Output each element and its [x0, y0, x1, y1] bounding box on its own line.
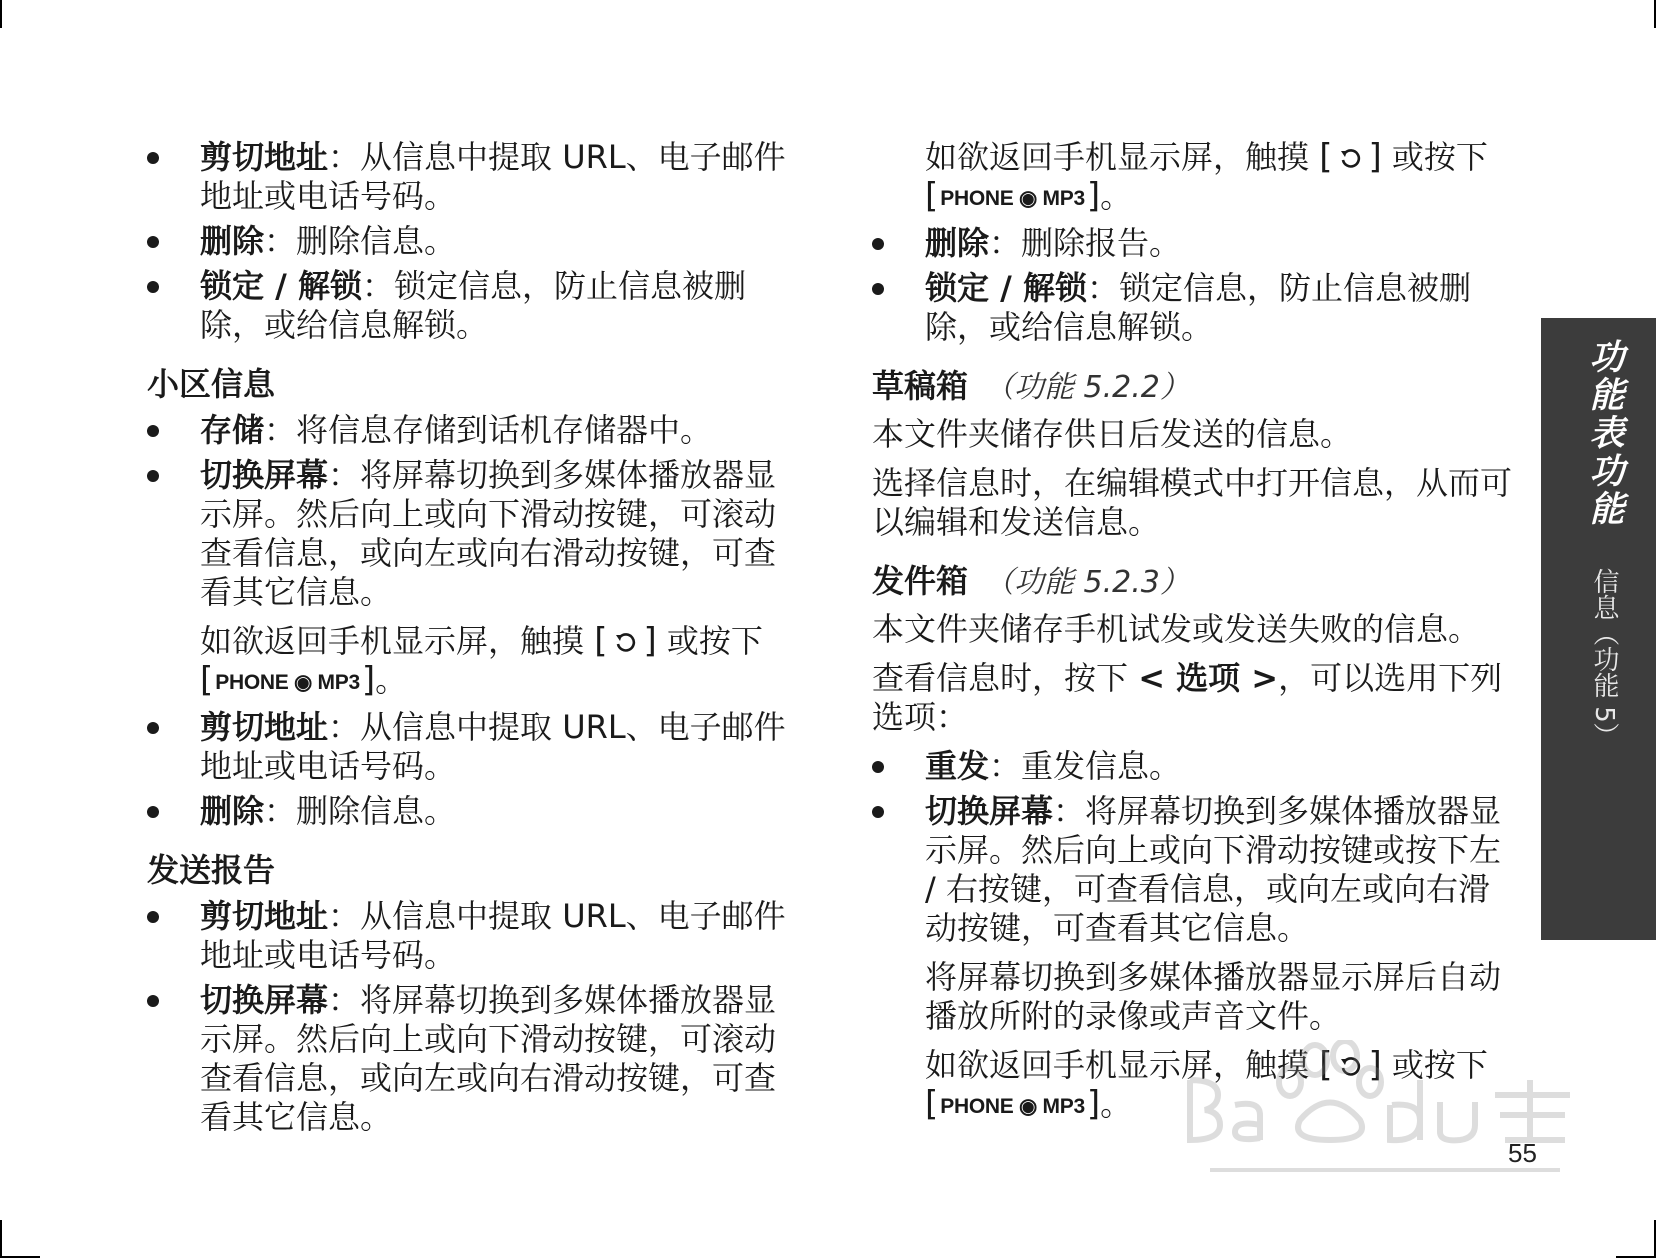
heading-text: 草稿箱 — [872, 367, 969, 405]
list-item — [147, 138, 787, 216]
instruction-text: 。 — [1100, 1085, 1133, 1123]
term-delete: 删除 — [200, 222, 265, 260]
item-text: ：锁定信息，防止信息被删除，或给信息解锁。 — [925, 269, 1471, 346]
section-heading-outbox — [872, 560, 1512, 604]
term-delete: 删除 — [200, 792, 265, 830]
item-text: ：从信息中提取 URL、电子邮件地址或电话号码。 — [200, 138, 786, 215]
item-text: ：将屏幕切换到多媒体播放器显示屏。然后向上或向下滑动按键，可滚动查看信息，或向左或向右滑动按键，可查看其它信息。 — [200, 456, 777, 611]
right-column — [872, 138, 1512, 1132]
list-item — [147, 267, 787, 345]
side-tab-text — [1579, 338, 1629, 749]
phone-mp3-key: PHONE ◉ MP3 — [215, 671, 360, 694]
instruction-text: 或按下 — [1391, 1046, 1488, 1084]
paragraph-text: 查看信息时，按下 — [872, 659, 1139, 697]
list-item — [147, 411, 787, 450]
crop-mark-bottom-left-v — [0, 1220, 2, 1258]
paragraph: 本文件夹储存手机试发或发送失败的信息。 — [872, 610, 1481, 648]
bullet-dot — [147, 722, 159, 734]
instruction-text: 或按下 — [1391, 138, 1488, 176]
list-item — [872, 224, 1512, 263]
item-text: ：将屏幕切换到多媒体播放器显示屏。然后向上或向下滑动按键或按下左 / 右按键，可查看信息，或向左或向右滑动按键，可查看其它信息。 — [925, 792, 1502, 947]
list-item — [147, 792, 787, 831]
term-lock-unlock: 锁定 / 解锁 — [200, 267, 362, 305]
term-cut-address: 剪切地址 — [200, 138, 329, 176]
bracket-open: [ — [1319, 1045, 1333, 1085]
item-text: ：删除报告。 — [989, 224, 1182, 262]
item-text: ：将屏幕切换到多媒体播放器显示屏。然后向上或向下滑动按键，可滚动查看信息，或向左或向右滑动按键，可查看其它信息。 — [200, 981, 777, 1136]
bracket-close: ] — [643, 621, 657, 661]
bullet-dot — [872, 238, 884, 250]
list-item — [872, 747, 1512, 786]
side-tab-title: 功能表功能 — [1584, 338, 1624, 528]
side-tab-subtitle: 信息（功能 5） — [1589, 568, 1619, 749]
bullet-dot — [872, 283, 884, 295]
bullet-dot — [147, 911, 159, 923]
back-arrow-icon — [1338, 147, 1362, 171]
bullet-dot — [872, 806, 884, 818]
bracket-open: [ — [200, 660, 214, 700]
term-cut-address: 剪切地址 — [200, 897, 329, 935]
item-text: ：删除信息。 — [264, 792, 457, 830]
side-chapter-tab — [1541, 318, 1656, 940]
section-heading-drafts — [872, 365, 1512, 409]
function-number: （功能 5.2.3） — [984, 565, 1190, 600]
left-column — [147, 138, 787, 1143]
paragraph — [872, 659, 1512, 737]
instruction-text: 。 — [375, 661, 408, 699]
instruction-text: 如欲返回手机显示屏，触摸 — [200, 622, 585, 660]
list-item — [147, 456, 787, 612]
list-item — [872, 792, 1512, 948]
phone-mp3-key: PHONE ◉ MP3 — [940, 1095, 1085, 1118]
bracket-open: [ — [925, 1084, 939, 1124]
bracket-close: ] — [1086, 176, 1101, 216]
term-lock-unlock: 锁定 / 解锁 — [925, 269, 1087, 307]
paragraph-text: ，可以选用下列选项： — [872, 659, 1503, 736]
list-item — [147, 897, 787, 975]
bullet-dot — [147, 425, 159, 437]
page-number: 55 — [1508, 1138, 1537, 1168]
bracket-close: ] — [1086, 1084, 1101, 1124]
bullet-dot — [872, 761, 884, 773]
bullet-dot — [147, 806, 159, 818]
bullet-dot — [147, 470, 159, 482]
term-store: 存储 — [200, 411, 265, 449]
list-item — [147, 708, 787, 786]
function-number: （功能 5.2.2） — [984, 370, 1190, 405]
item-text: ：锁定信息，防止信息被删除，或给信息解锁。 — [200, 267, 746, 344]
item-text: ：重发信息。 — [989, 747, 1182, 785]
bracket-open: [ — [1319, 137, 1333, 177]
item-text: ：删除信息。 — [264, 222, 457, 260]
instruction-text: 如欲返回手机显示屏，触摸 — [925, 1046, 1310, 1084]
bracket-close: ] — [1368, 137, 1382, 177]
return-instruction — [872, 138, 1512, 218]
bracket-close: ] — [1368, 1045, 1382, 1085]
section-heading-cell-info: 小区信息 — [147, 365, 276, 403]
bullet-dot — [147, 152, 159, 164]
crop-mark-top-left — [0, 0, 2, 28]
paragraph: 本文件夹储存供日后发送的信息。 — [872, 415, 1353, 453]
instruction-text: 。 — [1100, 177, 1133, 215]
item-text: ：从信息中提取 URL、电子邮件地址或电话号码。 — [200, 708, 786, 785]
instruction-text: 如欲返回手机显示屏，触摸 — [925, 138, 1310, 176]
list-item — [147, 222, 787, 261]
list-item — [872, 269, 1512, 347]
paragraph: 选择信息时，在编辑模式中打开信息，从而可以编辑和发送信息。 — [872, 464, 1513, 541]
term-resend: 重发 — [925, 747, 990, 785]
term-switch-screen: 切换屏幕 — [925, 792, 1054, 830]
bullet-dot — [147, 281, 159, 293]
return-instruction — [147, 622, 787, 702]
section-heading-delivery-report: 发送报告 — [147, 851, 276, 889]
phone-mp3-key: PHONE ◉ MP3 — [940, 187, 1085, 210]
bracket-close: ] — [361, 660, 376, 700]
bullet-dot — [147, 995, 159, 1007]
options-softkey: < 选项 > — [1138, 659, 1279, 697]
item-text: ：将信息存储到话机存储器中。 — [264, 411, 713, 449]
list-item — [147, 981, 787, 1137]
term-cut-address: 剪切地址 — [200, 708, 329, 746]
term-delete: 删除 — [925, 224, 990, 262]
bullet-dot — [147, 236, 159, 248]
instruction-text: 或按下 — [666, 622, 763, 660]
bracket-open: [ — [925, 176, 939, 216]
term-switch-screen: 切换屏幕 — [200, 456, 329, 494]
heading-text: 发件箱 — [872, 562, 969, 600]
term-switch-screen: 切换屏幕 — [200, 981, 329, 1019]
bracket-open: [ — [594, 621, 608, 661]
item-text: ：从信息中提取 URL、电子邮件地址或电话号码。 — [200, 897, 786, 974]
back-arrow-icon — [613, 631, 637, 655]
autoplay-note: 将屏幕切换到多媒体播放器显示屏后自动播放所附的录像或声音文件。 — [925, 958, 1502, 1035]
